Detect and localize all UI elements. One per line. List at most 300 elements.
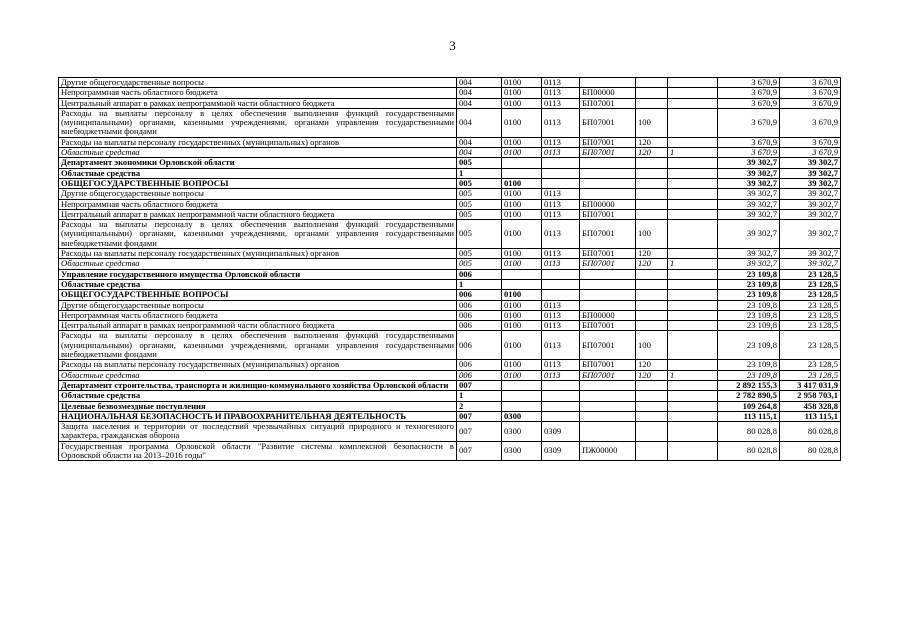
row-value-2016: 39 302,7 <box>780 189 841 199</box>
row-code-extra <box>668 189 718 199</box>
row-code-extra <box>668 391 718 401</box>
table-row <box>59 88 841 98</box>
row-value-2016: 3 670,9 <box>780 148 841 158</box>
row-code-extra <box>668 422 718 442</box>
row-code-gr: 005 <box>457 220 502 249</box>
row-code-vr: 100 <box>636 331 668 360</box>
row-code-pr <box>542 269 580 279</box>
row-code-rz: 0100 <box>502 310 542 320</box>
row-code-extra <box>668 220 718 249</box>
row-value-2015: 3 670,9 <box>718 137 780 147</box>
row-value-2016: 23 128,5 <box>780 279 841 289</box>
row-code-cs <box>580 178 636 188</box>
row-name-cell: Другие общегосударственные вопросы <box>59 300 457 310</box>
row-code-gr: 005 <box>457 199 502 209</box>
row-value-2015: 39 302,7 <box>718 158 780 168</box>
row-code-extra <box>668 108 718 137</box>
row-code-extra <box>668 137 718 147</box>
row-code-pr: 0113 <box>542 300 580 310</box>
row-code-extra <box>668 158 718 168</box>
row-name-cell: Расходы на выплаты персоналу государственных (муниципальных) органов <box>59 137 457 147</box>
row-code-vr: 100 <box>636 220 668 249</box>
row-value-2016: 3 670,9 <box>780 137 841 147</box>
table-row <box>59 401 841 411</box>
row-name-cell: Расходы на выплаты персоналу в целях обеспечения выполнения функций государственными (муниципальными) органами, казенными учреждениями, органами управления государственными внебюджетными фондами <box>59 331 457 360</box>
table-row <box>59 321 841 331</box>
table-row <box>59 269 841 279</box>
row-code-rz <box>502 391 542 401</box>
table-row <box>59 331 841 360</box>
row-code-rz: 0100 <box>502 137 542 147</box>
row-code-vr <box>636 158 668 168</box>
table-row <box>59 422 841 442</box>
row-code-pr <box>542 178 580 188</box>
row-code-pr <box>542 411 580 421</box>
row-value-2016: 23 128,5 <box>780 310 841 320</box>
row-code-extra <box>668 209 718 219</box>
row-name-cell: Центральный аппарат в рамках непрограммной части областного бюджета <box>59 321 457 331</box>
row-code-vr: 100 <box>636 108 668 137</box>
row-code-rz: 0100 <box>502 360 542 370</box>
row-code-pr: 0113 <box>542 88 580 98</box>
table-row <box>59 98 841 108</box>
row-code-pr <box>542 279 580 289</box>
row-code-cs: БП07001 <box>580 98 636 108</box>
row-code-rz: 0100 <box>502 189 542 199</box>
row-code-gr: 007 <box>457 441 502 461</box>
row-value-2015: 39 302,7 <box>718 259 780 269</box>
table-row <box>59 441 841 461</box>
row-code-rz: 0100 <box>502 98 542 108</box>
row-code-pr: 0113 <box>542 98 580 108</box>
table-row <box>59 158 841 168</box>
row-code-cs <box>580 300 636 310</box>
row-code-cs: БП07001 <box>580 370 636 380</box>
row-code-gr: 006 <box>457 290 502 300</box>
row-code-extra <box>668 249 718 259</box>
row-name-cell: Центральный аппарат в рамках непрограммной части областного бюджета <box>59 98 457 108</box>
row-code-extra <box>668 401 718 411</box>
row-code-extra <box>668 88 718 98</box>
row-code-cs: БП07001 <box>580 220 636 249</box>
row-code-gr: 005 <box>457 259 502 269</box>
row-value-2016: 39 302,7 <box>780 158 841 168</box>
row-code-rz: 0100 <box>502 88 542 98</box>
table-row <box>59 78 841 88</box>
row-code-vr <box>636 199 668 209</box>
row-name-cell: Защита населения и территории от последствий чрезвычайных ситуаций природного и техногенного характера, гражданская оборона <box>59 422 457 442</box>
table-row <box>59 220 841 249</box>
row-value-2016: 39 302,7 <box>780 209 841 219</box>
row-code-cs <box>580 269 636 279</box>
table-row <box>59 199 841 209</box>
row-code-vr <box>636 279 668 289</box>
row-code-pr: 0113 <box>542 321 580 331</box>
row-code-gr: 007 <box>457 411 502 421</box>
row-code-extra <box>668 380 718 390</box>
row-value-2016: 23 128,5 <box>780 360 841 370</box>
row-code-vr <box>636 422 668 442</box>
row-name-cell: Непрограммная часть областного бюджета <box>59 199 457 209</box>
row-value-2015: 23 109,8 <box>718 279 780 289</box>
row-code-gr: 1 <box>457 168 502 178</box>
row-value-2016: 113 115,1 <box>780 411 841 421</box>
row-name-cell: ОБЩЕГОСУДАРСТВЕННЫЕ ВОПРОСЫ <box>59 178 457 188</box>
row-code-rz <box>502 380 542 390</box>
table-row <box>59 209 841 219</box>
row-code-extra <box>668 98 718 108</box>
row-code-vr <box>636 391 668 401</box>
row-value-2015: 39 302,7 <box>718 209 780 219</box>
row-code-vr <box>636 310 668 320</box>
row-name-cell: Областные средства <box>59 370 457 380</box>
row-name-cell: Непрограммная часть областного бюджета <box>59 88 457 98</box>
row-name-cell: Расходы на выплаты персоналу в целях обеспечения выполнения функций государственными (муниципальными) органами, казенными учреждениями, органами управления государственными внебюджетными фондами <box>59 108 457 137</box>
row-value-2016: 3 670,9 <box>780 98 841 108</box>
row-value-2016: 39 302,7 <box>780 249 841 259</box>
row-code-rz <box>502 168 542 178</box>
row-name-cell: Расходы на выплаты персоналу государственных (муниципальных) органов <box>59 249 457 259</box>
row-code-rz: 0300 <box>502 422 542 442</box>
row-code-cs <box>580 168 636 178</box>
row-code-pr: 0113 <box>542 137 580 147</box>
row-code-vr <box>636 209 668 219</box>
table-row <box>59 380 841 390</box>
row-value-2016: 80 028,8 <box>780 422 841 442</box>
row-code-pr: 0113 <box>542 78 580 88</box>
row-code-cs <box>580 411 636 421</box>
row-value-2015: 113 115,1 <box>718 411 780 421</box>
table-row <box>59 189 841 199</box>
row-value-2015: 109 264,8 <box>718 401 780 411</box>
row-value-2016: 39 302,7 <box>780 259 841 269</box>
row-code-pr <box>542 168 580 178</box>
row-code-extra <box>668 168 718 178</box>
row-value-2016: 458 328,8 <box>780 401 841 411</box>
row-code-pr: 0113 <box>542 249 580 259</box>
row-code-pr: 0113 <box>542 310 580 320</box>
row-value-2015: 39 302,7 <box>718 178 780 188</box>
row-code-gr: 004 <box>457 108 502 137</box>
row-code-vr <box>636 300 668 310</box>
row-code-cs: БП07001 <box>580 249 636 259</box>
row-value-2015: 80 028,8 <box>718 422 780 442</box>
row-value-2016: 39 302,7 <box>780 168 841 178</box>
row-code-gr: 005 <box>457 249 502 259</box>
row-name-cell: Департамент строительства, транспорта и жилищно-коммунального хозяйства Орловской области <box>59 380 457 390</box>
row-code-pr <box>542 391 580 401</box>
row-code-vr <box>636 411 668 421</box>
row-value-2015: 39 302,7 <box>718 249 780 259</box>
row-code-pr: 0113 <box>542 220 580 249</box>
row-code-vr <box>636 189 668 199</box>
row-code-vr: 120 <box>636 259 668 269</box>
row-value-2015: 3 670,9 <box>718 98 780 108</box>
row-code-pr: 0113 <box>542 108 580 137</box>
row-code-extra <box>668 269 718 279</box>
row-code-gr: 005 <box>457 158 502 168</box>
row-code-cs: БП07001 <box>580 137 636 147</box>
row-code-rz: 0100 <box>502 178 542 188</box>
row-code-vr: 120 <box>636 249 668 259</box>
row-name-cell: Другие общегосударственные вопросы <box>59 189 457 199</box>
row-code-gr: 005 <box>457 178 502 188</box>
row-name-cell: НАЦИОНАЛЬНАЯ БЕЗОПАСНОСТЬ И ПРАВООХРАНИТЕЛЬНАЯ ДЕЯТЕЛЬНОСТЬ <box>59 411 457 421</box>
row-code-vr: 120 <box>636 148 668 158</box>
row-code-rz: 0100 <box>502 370 542 380</box>
row-name-cell: Управление государственного имущества Орловской области <box>59 269 457 279</box>
row-value-2016: 23 128,5 <box>780 290 841 300</box>
row-code-gr: 004 <box>457 78 502 88</box>
row-name-cell: Государственная программа Орловской области "Развитие системы комплексной безопасности в Орловской области на 2013–2016 годы" <box>59 441 457 461</box>
row-value-2015: 3 670,9 <box>718 88 780 98</box>
row-code-gr: 004 <box>457 148 502 158</box>
row-name-cell: Центральный аппарат в рамках непрограммной части областного бюджета <box>59 209 457 219</box>
row-value-2016: 3 670,9 <box>780 108 841 137</box>
row-code-cs: БП07001 <box>580 108 636 137</box>
row-code-pr: 0113 <box>542 370 580 380</box>
row-code-rz <box>502 158 542 168</box>
row-code-gr: 005 <box>457 209 502 219</box>
row-code-rz <box>502 269 542 279</box>
row-code-rz: 0100 <box>502 321 542 331</box>
row-code-cs <box>580 422 636 442</box>
table-row <box>59 259 841 269</box>
row-value-2016: 3 417 031,9 <box>780 380 841 390</box>
row-code-pr: 0113 <box>542 189 580 199</box>
row-code-gr: 006 <box>457 300 502 310</box>
row-code-cs: БП00000 <box>580 88 636 98</box>
row-code-cs <box>580 279 636 289</box>
row-code-cs <box>580 158 636 168</box>
row-code-gr: 004 <box>457 88 502 98</box>
row-code-rz: 0100 <box>502 331 542 360</box>
row-value-2016: 23 128,5 <box>780 321 841 331</box>
row-code-rz <box>502 401 542 411</box>
row-name-cell: Непрограммная часть областного бюджета <box>59 310 457 320</box>
row-code-pr <box>542 380 580 390</box>
row-value-2016: 3 670,9 <box>780 88 841 98</box>
row-code-vr <box>636 88 668 98</box>
row-value-2015: 39 302,7 <box>718 168 780 178</box>
row-code-vr <box>636 269 668 279</box>
row-code-vr <box>636 380 668 390</box>
table-row <box>59 148 841 158</box>
row-code-cs <box>580 380 636 390</box>
table-row <box>59 300 841 310</box>
row-code-extra <box>668 178 718 188</box>
row-name-cell: Другие общегосударственные вопросы <box>59 78 457 88</box>
row-code-rz: 0100 <box>502 108 542 137</box>
row-code-vr <box>636 168 668 178</box>
table-row <box>59 249 841 259</box>
row-value-2015: 3 670,9 <box>718 108 780 137</box>
row-code-gr: 1 <box>457 279 502 289</box>
row-code-vr <box>636 98 668 108</box>
row-code-gr: 006 <box>457 360 502 370</box>
table-row <box>59 360 841 370</box>
row-code-rz: 0100 <box>502 220 542 249</box>
row-value-2016: 80 028,8 <box>780 441 841 461</box>
row-code-extra <box>668 360 718 370</box>
row-name-cell: Областные средства <box>59 279 457 289</box>
row-value-2016: 23 128,5 <box>780 269 841 279</box>
budget-table <box>58 77 841 461</box>
row-code-pr: 0113 <box>542 199 580 209</box>
page-number: 3 <box>449 38 456 53</box>
row-code-vr <box>636 441 668 461</box>
row-name-cell: Департамент экономики Орловской области <box>59 158 457 168</box>
row-code-cs: БП07001 <box>580 259 636 269</box>
row-code-rz: 0300 <box>502 411 542 421</box>
row-value-2015: 2 892 155,3 <box>718 380 780 390</box>
row-code-pr <box>542 290 580 300</box>
row-code-extra: 1 <box>668 370 718 380</box>
row-code-extra: 1 <box>668 259 718 269</box>
table-row <box>59 108 841 137</box>
row-value-2015: 80 028,8 <box>718 441 780 461</box>
row-name-cell: Областные средства <box>59 168 457 178</box>
row-code-vr <box>636 401 668 411</box>
row-code-cs: БП07001 <box>580 148 636 158</box>
row-code-gr: 2 <box>457 401 502 411</box>
row-code-gr: 006 <box>457 331 502 360</box>
row-code-extra <box>668 310 718 320</box>
row-code-pr <box>542 401 580 411</box>
row-code-rz: 0100 <box>502 259 542 269</box>
row-code-gr: 006 <box>457 269 502 279</box>
row-code-cs: БП07001 <box>580 360 636 370</box>
row-code-cs: БП00000 <box>580 199 636 209</box>
row-name-cell: Областные средства <box>59 391 457 401</box>
row-code-vr <box>636 321 668 331</box>
row-code-rz: 0100 <box>502 148 542 158</box>
table-body <box>59 78 841 461</box>
row-code-pr <box>542 158 580 168</box>
row-code-gr: 004 <box>457 137 502 147</box>
row-code-gr: 004 <box>457 98 502 108</box>
row-code-cs: БП07001 <box>580 209 636 219</box>
row-code-vr: 120 <box>636 137 668 147</box>
table-row <box>59 411 841 421</box>
row-value-2015: 23 109,8 <box>718 370 780 380</box>
row-code-pr: 0113 <box>542 259 580 269</box>
row-value-2015: 39 302,7 <box>718 220 780 249</box>
row-code-extra: 1 <box>668 148 718 158</box>
row-value-2016: 23 128,5 <box>780 300 841 310</box>
row-code-extra <box>668 290 718 300</box>
row-code-pr: 0113 <box>542 148 580 158</box>
row-code-gr: 005 <box>457 189 502 199</box>
row-code-rz: 0100 <box>502 300 542 310</box>
table-row <box>59 178 841 188</box>
row-code-gr: 006 <box>457 321 502 331</box>
row-value-2015: 23 109,8 <box>718 269 780 279</box>
row-value-2015: 2 782 890,5 <box>718 391 780 401</box>
row-code-cs: БП00000 <box>580 310 636 320</box>
row-value-2016: 2 958 703,1 <box>780 391 841 401</box>
row-code-cs: БП07001 <box>580 321 636 331</box>
row-value-2015: 39 302,7 <box>718 189 780 199</box>
row-code-pr: 0309 <box>542 441 580 461</box>
row-name-cell: Областные средства <box>59 148 457 158</box>
row-value-2016: 39 302,7 <box>780 178 841 188</box>
table-row <box>59 391 841 401</box>
row-code-extra <box>668 411 718 421</box>
row-code-rz: 0100 <box>502 290 542 300</box>
row-value-2015: 23 109,8 <box>718 310 780 320</box>
row-code-pr: 0113 <box>542 331 580 360</box>
row-value-2015: 23 109,8 <box>718 300 780 310</box>
row-value-2015: 39 302,7 <box>718 199 780 209</box>
row-code-gr: 007 <box>457 422 502 442</box>
row-value-2016: 39 302,7 <box>780 199 841 209</box>
row-code-rz: 0300 <box>502 441 542 461</box>
row-code-pr: 0309 <box>542 422 580 442</box>
row-code-cs: ПЖ00000 <box>580 441 636 461</box>
row-code-pr: 0113 <box>542 360 580 370</box>
row-code-extra <box>668 331 718 360</box>
row-value-2016: 39 302,7 <box>780 220 841 249</box>
row-code-vr: 120 <box>636 370 668 380</box>
table-row <box>59 279 841 289</box>
row-value-2016: 3 670,9 <box>780 78 841 88</box>
row-value-2015: 3 670,9 <box>718 78 780 88</box>
row-code-extra <box>668 321 718 331</box>
row-name-cell: ОБЩЕГОСУДАРСТВЕННЫЕ ВОПРОСЫ <box>59 290 457 300</box>
row-code-rz: 0100 <box>502 209 542 219</box>
row-code-extra <box>668 279 718 289</box>
table-row <box>59 290 841 300</box>
row-code-rz: 0100 <box>502 78 542 88</box>
row-code-cs <box>580 401 636 411</box>
row-code-extra <box>668 78 718 88</box>
row-code-extra <box>668 199 718 209</box>
row-code-vr <box>636 178 668 188</box>
row-code-vr <box>636 290 668 300</box>
row-value-2015: 23 109,8 <box>718 360 780 370</box>
row-value-2015: 23 109,8 <box>718 331 780 360</box>
table-row <box>59 310 841 320</box>
row-code-cs <box>580 290 636 300</box>
row-code-extra <box>668 441 718 461</box>
row-code-gr: 006 <box>457 310 502 320</box>
row-code-pr: 0113 <box>542 209 580 219</box>
row-code-rz: 0100 <box>502 199 542 209</box>
row-code-gr: 1 <box>457 391 502 401</box>
row-code-extra <box>668 300 718 310</box>
row-code-vr <box>636 78 668 88</box>
row-code-cs <box>580 78 636 88</box>
row-name-cell: Областные средства <box>59 259 457 269</box>
table-row <box>59 137 841 147</box>
row-value-2015: 23 109,8 <box>718 321 780 331</box>
row-code-cs <box>580 391 636 401</box>
row-code-rz: 0100 <box>502 249 542 259</box>
table-row <box>59 370 841 380</box>
row-code-vr: 120 <box>636 360 668 370</box>
row-name-cell: Расходы на выплаты персоналу государственных (муниципальных) органов <box>59 360 457 370</box>
row-value-2015: 23 109,8 <box>718 290 780 300</box>
row-code-rz <box>502 279 542 289</box>
row-code-cs <box>580 189 636 199</box>
row-code-cs: БП07001 <box>580 331 636 360</box>
row-name-cell: Расходы на выплаты персоналу в целях обеспечения выполнения функций государственными (муниципальными) органами, казенными учреждениями, органами управления государственными внебюджетными фондами <box>59 220 457 249</box>
row-value-2016: 23 128,5 <box>780 331 841 360</box>
row-value-2015: 3 670,9 <box>718 148 780 158</box>
row-value-2016: 23 128,5 <box>780 370 841 380</box>
table-row <box>59 168 841 178</box>
